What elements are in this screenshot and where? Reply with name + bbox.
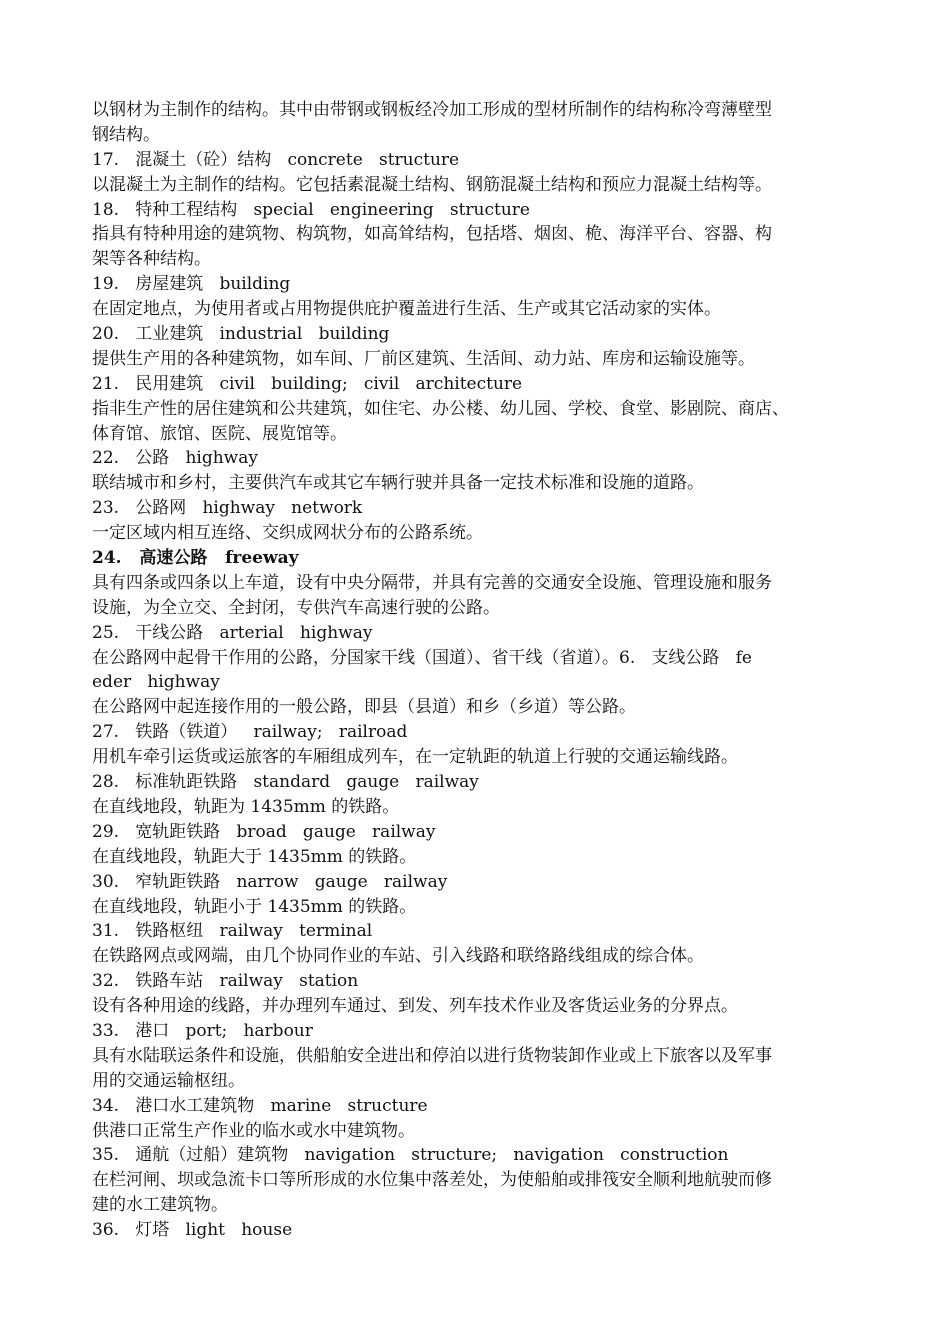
definition-line: 以混凝土为主制作的结构。它包括素混凝土结构、钢筋混凝土结构和预应力混凝土结构等。 bbox=[92, 174, 772, 195]
term-heading-line: 23. 公路网 highway network bbox=[92, 498, 363, 519]
term-heading-line: 22. 公路 highway bbox=[92, 448, 258, 469]
term-heading-line: eder highway bbox=[92, 672, 220, 693]
term-heading-line: 33. 港口 port; harbour bbox=[92, 1020, 313, 1041]
definition-line: 架等各种结构。 bbox=[92, 249, 211, 270]
term-heading-line: 29. 宽轨距铁路 broad gauge railway bbox=[92, 821, 436, 842]
definition-line: 设施，为全立交、全封闭，专供汽车高速行驶的公路。 bbox=[92, 597, 500, 618]
document-page bbox=[92, 98, 882, 1243]
definition-line: 一定区域内相互连络、交织成网状分布的公路系统。 bbox=[92, 523, 483, 544]
term-heading-line: 34. 港口水工建筑物 marine structure bbox=[92, 1095, 428, 1116]
term-heading-line: 27. 铁路（铁道） railway; railroad bbox=[92, 722, 408, 743]
definition-line: 钢结构。 bbox=[92, 124, 160, 145]
definition-line: 提供生产用的各种建筑物，如车间、厂前区建筑、生活间、动力站、库房和运输设施等。 bbox=[92, 348, 755, 369]
definition-line: 具有水陆联运条件和设施，供船舶安全进出和停泊以进行货物装卸作业或上下旅客以及军事 bbox=[92, 1045, 772, 1066]
term-heading-line: 32. 铁路车站 railway station bbox=[92, 971, 359, 992]
term-heading-line: 19. 房屋建筑 building bbox=[92, 274, 291, 295]
definition-line: 以钢材为主制作的结构。其中由带钢或钢板经冷加工形成的型材所制作的结构称冷弯薄壁型 bbox=[92, 100, 772, 120]
term-heading-line: 18. 特种工程结构 special engineering structure bbox=[92, 199, 530, 220]
definition-line: 用机车牵引运货或运旅客的车厢组成列车，在一定轨距的轨道上行驶的交通运输线路。 bbox=[92, 747, 738, 768]
term-heading-line: 17. 混凝土（砼）结构 concrete structure bbox=[92, 149, 460, 170]
term-heading-line: 30. 窄轨距铁路 narrow gauge railway bbox=[92, 871, 448, 892]
definition-line: 在固定地点，为使用者或占用物提供庇护覆盖进行生活、生产或其它活动家的实体。 bbox=[92, 299, 721, 320]
term-heading-line: 21. 民用建筑 civil building; civil architecture bbox=[92, 373, 523, 394]
term-heading-line: 20. 工业建筑 industrial building bbox=[92, 324, 390, 345]
definition-line: 指具有特种用途的建筑物、构筑物，如高耸结构，包括塔、烟囱、桅、海洋平台、容器、构 bbox=[92, 224, 772, 245]
definition-line: 在栏河闸、坝或急流卡口等所形成的水位集中落差处，为使船舶或排筏安全顺利地航驶而修 bbox=[92, 1170, 772, 1191]
definition-line: 在公路网中起骨干作用的公路，分国家干线（国道）、省干线（省道）。6. 支线公路 fe bbox=[92, 647, 752, 668]
definition-line: 用的交通运输枢纽。 bbox=[92, 1070, 245, 1091]
term-heading-line: 25. 干线公路 arterial highway bbox=[92, 622, 373, 643]
definition-line: 联结城市和乡村，主要供汽车或其它车辆行驶并具备一定技术标准和设施的道路。 bbox=[92, 473, 704, 494]
term-heading-line: 31. 铁路枢纽 railway terminal bbox=[92, 921, 373, 942]
definition-line: 指非生产性的居住建筑和公共建筑，如住宅、办公楼、幼儿园、学校、食堂、影剧院、商店、 bbox=[92, 398, 789, 419]
definition-line: 供港口正常生产作业的临水或水中建筑物。 bbox=[92, 1120, 415, 1141]
term-heading-line: 35. 通航（过船）建筑物 navigation structure; navigation construction bbox=[92, 1145, 729, 1166]
term-heading-line: 36. 灯塔 light house bbox=[92, 1220, 293, 1241]
definition-line: 体育馆、旅馆、医院、展览馆等。 bbox=[92, 423, 347, 444]
definition-line: 在直线地段，轨距小于 1435mm 的铁路。 bbox=[92, 896, 417, 917]
definition-line: 在铁路网点或网端，由几个协同作业的车站、引入线路和联络路线组成的综合体。 bbox=[92, 946, 704, 967]
definition-line: 设有各种用途的线路，并办理列车通过、到发、列车技术作业及客货运业务的分界点。 bbox=[92, 996, 738, 1017]
definition-line: 在公路网中起连接作用的一般公路，即县（县道）和乡（乡道）等公路。 bbox=[92, 697, 636, 718]
term-heading-line: 28. 标准轨距铁路 standard gauge railway bbox=[92, 772, 479, 793]
definition-line: 具有四条或四条以上车道，设有中央分隔带，并具有完善的交通安全设施、管理设施和服务 bbox=[92, 572, 772, 593]
definition-line: 建的水工建筑物。 bbox=[92, 1195, 228, 1216]
definition-line: 在直线地段，轨距为 1435mm 的铁路。 bbox=[92, 796, 400, 817]
definition-line: 在直线地段，轨距大于 1435mm 的铁路。 bbox=[92, 846, 417, 867]
term-heading-line: 24. 高速公路 freeway bbox=[92, 548, 299, 569]
